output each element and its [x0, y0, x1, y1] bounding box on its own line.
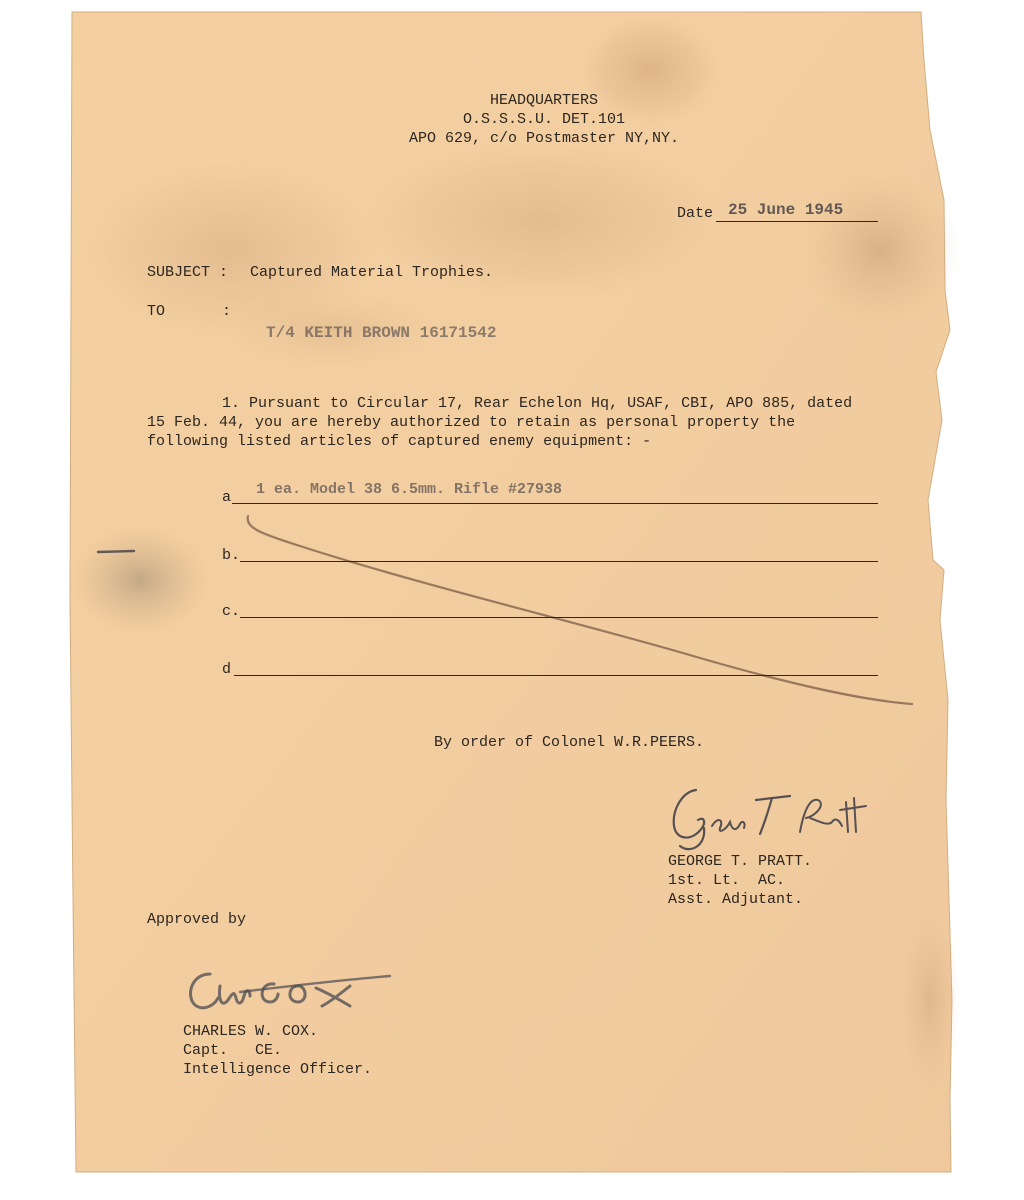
- subject-label: SUBJECT :: [147, 264, 229, 281]
- item-b-label: b.: [222, 547, 241, 564]
- item-a-label: a: [222, 489, 232, 506]
- adjutant-title: Asst. Adjutant.: [668, 891, 804, 908]
- body-line-1: 1. Pursuant to Circular 17, Rear Echelon Hq, USAF, CBI, APO 885, dated: [222, 395, 853, 412]
- adjutant-rank: 1st. Lt. AC.: [668, 872, 786, 889]
- subject-value: Captured Material Trophies.: [250, 264, 494, 281]
- item-d-line: [234, 675, 878, 676]
- item-c-line: [240, 617, 878, 618]
- order-line: By order of Colonel W.R.PEERS.: [434, 734, 705, 751]
- item-d-label: d: [222, 661, 232, 678]
- ink-smudge: [98, 551, 134, 552]
- item-a-value: 1 ea. Model 38 6.5mm. Rifle #27938: [256, 481, 563, 498]
- approver-name: CHARLES W. COX.: [183, 1023, 319, 1040]
- item-b-line: [240, 561, 878, 562]
- approver-signature: [180, 960, 400, 1020]
- recipient-name: T/4 KEITH BROWN 16171542: [266, 324, 497, 342]
- item-c-label: c.: [222, 603, 241, 620]
- date-value: 25 June 1945: [728, 201, 844, 219]
- adjutant-signature: [660, 776, 880, 856]
- letterhead-address: APO 629, c/o Postmaster NY,NY.: [408, 130, 680, 147]
- adjutant-name: GEORGE T. PRATT.: [668, 853, 813, 870]
- body-line-2: 15 Feb. 44, you are hereby authorized to retain as personal property the: [147, 414, 796, 431]
- approver-title: Intelligence Officer.: [183, 1061, 373, 1078]
- letterhead-title: HEADQUARTERS: [489, 92, 599, 109]
- date-label: Date: [677, 205, 714, 222]
- to-label: TO: [147, 303, 166, 320]
- to-colon: :: [222, 303, 232, 320]
- approver-rank: Capt. CE.: [183, 1042, 283, 1059]
- body-line-3: following listed articles of captured enemy equipment: -: [147, 433, 652, 450]
- letterhead-unit: O.S.S.S.U. DET.101: [462, 111, 626, 128]
- date-underline: [716, 221, 878, 222]
- item-a-line: [232, 503, 878, 504]
- approved-by-label: Approved by: [147, 911, 247, 928]
